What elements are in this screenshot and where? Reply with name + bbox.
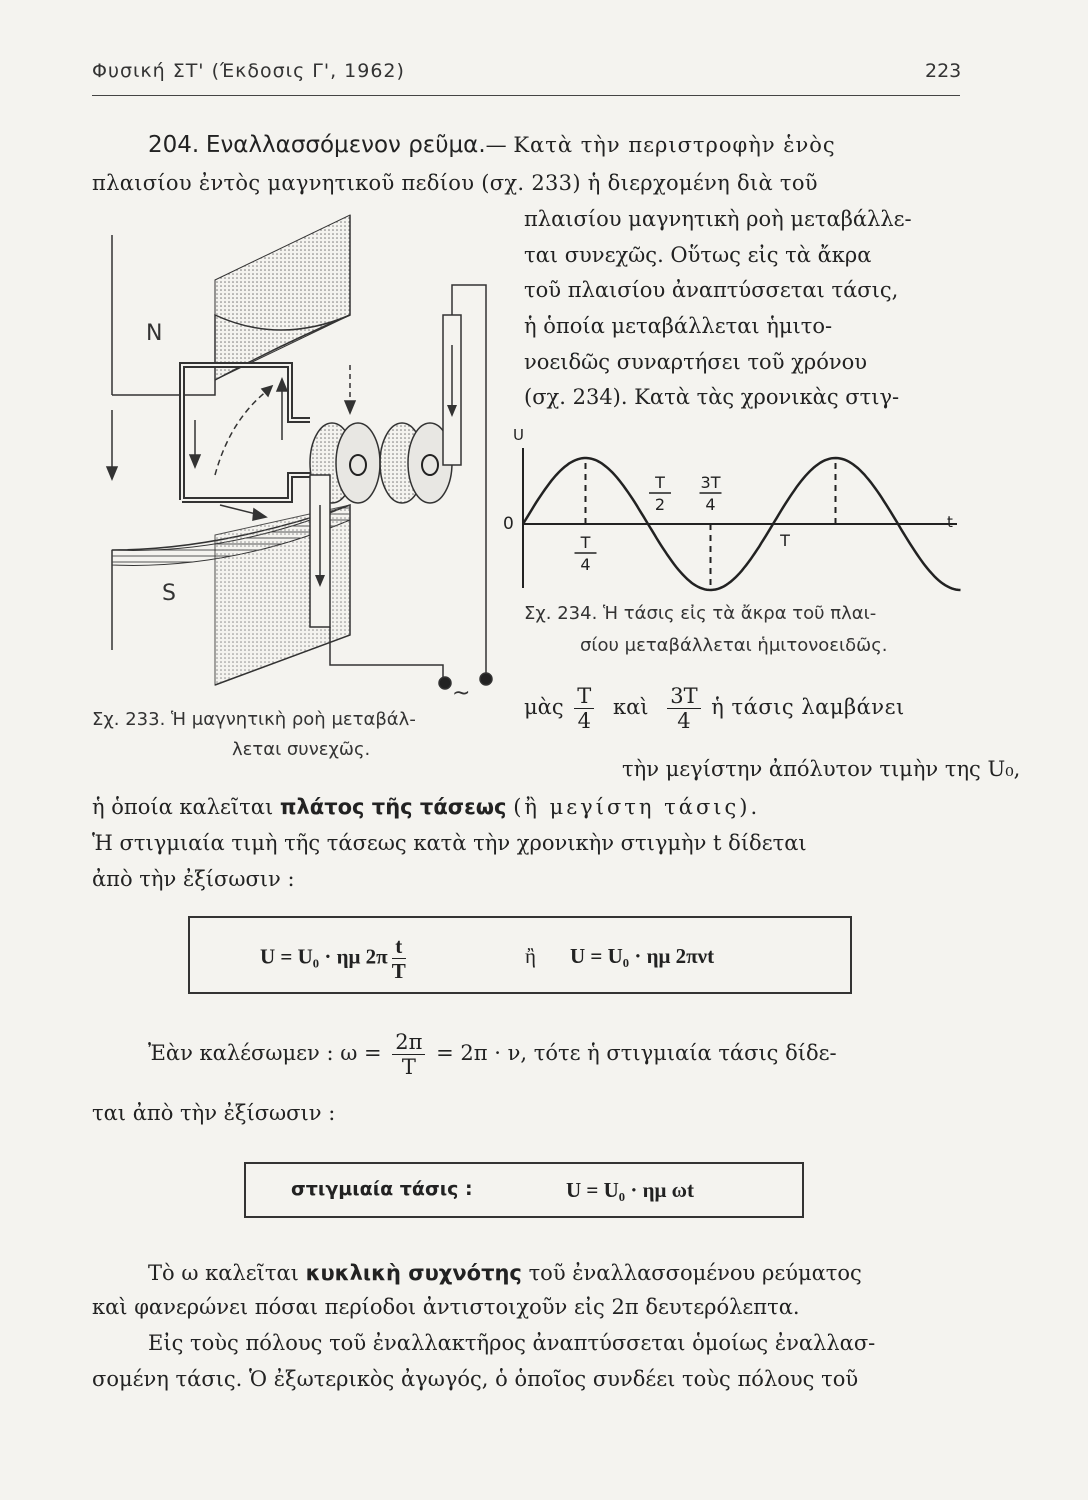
amplitude-term: πλάτος τῆς τάσεως xyxy=(279,795,507,819)
equation-2-formula: U = U₀ · ημ ωt xyxy=(566,1178,695,1202)
section-number: 204. xyxy=(148,132,200,158)
closing-line-3: Εἰς τοὺς πόλους τοῦ ἐναλλακτῆρος ἀναπτύσσεται ὁμοίως ἐναλλασ- xyxy=(148,1331,876,1355)
equation-2-label: στιγμιαία τάσις : xyxy=(291,1178,473,1200)
conductor-loop xyxy=(182,365,310,500)
body-line-4: Ἡ στιγμιαία τιμὴ τῆς τάσεως κατὰ τὴν χρονικὴν στιγμὴν t δίδεται xyxy=(92,831,807,855)
header-rule xyxy=(92,95,960,96)
closing-line-1: Τὸ ω καλεῖται κυκλικὴ συχνότης τοῦ ἐναλλασσομένου ρεύματος xyxy=(148,1261,862,1285)
body-line-3: ἡ ὁποία καλεῖται πλάτος τῆς τάσεως (ἢ μεγίστη τάσις). xyxy=(92,795,761,819)
intro-line-1: Κατὰ τὴν περιστροφὴν ἑνὸς xyxy=(513,133,836,157)
intro-line-7: νοειδῶς συναρτήσει τοῦ χρόνου xyxy=(524,350,868,374)
intro-line-5: τοῦ πλαισίου ἀναπτύσσεται τάσις, xyxy=(524,278,899,302)
equation-box-2 xyxy=(244,1162,804,1218)
fraction-t-over-T: $\frac{t}{T}$ xyxy=(391,934,406,983)
body-line-fractions xyxy=(524,684,905,733)
marker-0-num: T xyxy=(580,533,591,552)
angular-frequency-term: κυκλικὴ συχνότης xyxy=(305,1261,522,1285)
marker-2-den: 4 xyxy=(705,495,716,514)
running-title: Φυσική ΣΤ' (Έκδοσις Γ', 1962) xyxy=(92,60,405,82)
slip-rings xyxy=(310,423,452,503)
intro-line-2: πλαισίου ἐντὸς μαγνητικοῦ πεδίου (σχ. 233) ἡ διερχομένη διὰ τοῦ xyxy=(92,171,818,195)
figure-234-caption-2: σίου μεταβάλλεται ἡμιτονοειδῶς. xyxy=(580,635,888,656)
figure-233-caption-2: λεται συνεχῶς. xyxy=(232,739,371,760)
figure-233-generator xyxy=(100,205,510,705)
intro-line-6: ἡ ὁποία μεταβάλλεται ἡμιτο- xyxy=(524,314,833,338)
fraction-2pi-over-T: $\frac{2\pi}{T}$ xyxy=(392,1030,425,1079)
figure-234-sine-chart xyxy=(495,420,965,600)
x-axis-label: t xyxy=(947,513,953,531)
intro-line-4: ται συνεχῶς. Οὕτως εἰς τὰ ἄκρα xyxy=(524,243,872,267)
intro-line-8: (σχ. 234). Κατὰ τὰς χρονικὰς στιγ- xyxy=(524,385,900,409)
intro-line-3: πλαισίου μαγνητικὴ ροὴ μεταβάλλε- xyxy=(524,207,912,231)
word-tail: ἡ τάσις λαμβάνει xyxy=(711,695,905,719)
marker-0-den: 4 xyxy=(580,555,591,574)
equation-1-or: ἢ xyxy=(525,944,536,968)
marker-1-num: T xyxy=(655,473,665,492)
fraction-3t-over-4: $\frac{3T}{4}$ xyxy=(667,684,700,733)
marker-3-label: T xyxy=(780,531,790,550)
section-title: Εναλλασσόμενον ρεῦμα. xyxy=(205,132,486,158)
section-heading-line xyxy=(148,128,836,163)
marker-2-num: 3T xyxy=(700,473,721,492)
north-label: N xyxy=(146,321,163,346)
equation-box-1 xyxy=(188,916,852,994)
omega-line: Ἐὰν καλέσωμεν : ω = $\frac{2\pi}{T}$ = 2π · ν, τότε ἡ στιγμιαία τάσις δίδε- xyxy=(148,1030,837,1079)
origin-label: 0 xyxy=(503,514,514,534)
marker-1-den: 2 xyxy=(654,495,666,514)
figure-234-caption-1: Σχ. 234. Ἡ τάσις εἰς τὰ ἄκρα τοῦ πλαι- xyxy=(524,603,877,624)
equation-1-left: U = U₀ · ημ 2π $\frac{t}{T}$ xyxy=(260,934,406,983)
closing-line-2: καὶ φανερώνει πόσαι περίοδοι ἀντιστοιχοῦν εἰς 2π δευτερόλεπτα. xyxy=(92,1295,800,1319)
fraction-t-over-4: $\frac{T}{4}$ xyxy=(574,684,594,733)
section-dash: — xyxy=(485,133,507,157)
closing-line-4: σομένη τάσις. Ὁ ἐξωτερικὸς ἀγωγός, ὁ ὁποῖος συνδέει τοὺς πόλους τοῦ xyxy=(92,1367,859,1391)
south-label: S xyxy=(162,581,176,606)
word-kai: καὶ xyxy=(612,695,649,719)
figure-233-caption-1: Σχ. 233. Ἡ μαγνητικὴ ροὴ μεταβάλ- xyxy=(92,709,416,730)
omega-line-2: ται ἀπὸ τὴν ἐξίσωσιν : xyxy=(92,1101,336,1125)
y-axis-label: U xyxy=(513,426,524,444)
ac-symbol: ~ xyxy=(452,681,471,705)
body-line-2: τὴν μεγίστην ἀπόλυτον τιμὴν της U₀, xyxy=(622,757,1021,781)
equation-1-right: U = U₀ · ημ 2πνt xyxy=(570,944,715,968)
page-number: 223 xyxy=(925,60,962,82)
word-mas: μὰς xyxy=(524,695,564,719)
body-line-5: ἀπὸ τὴν ἐξίσωσιν : xyxy=(92,867,295,891)
